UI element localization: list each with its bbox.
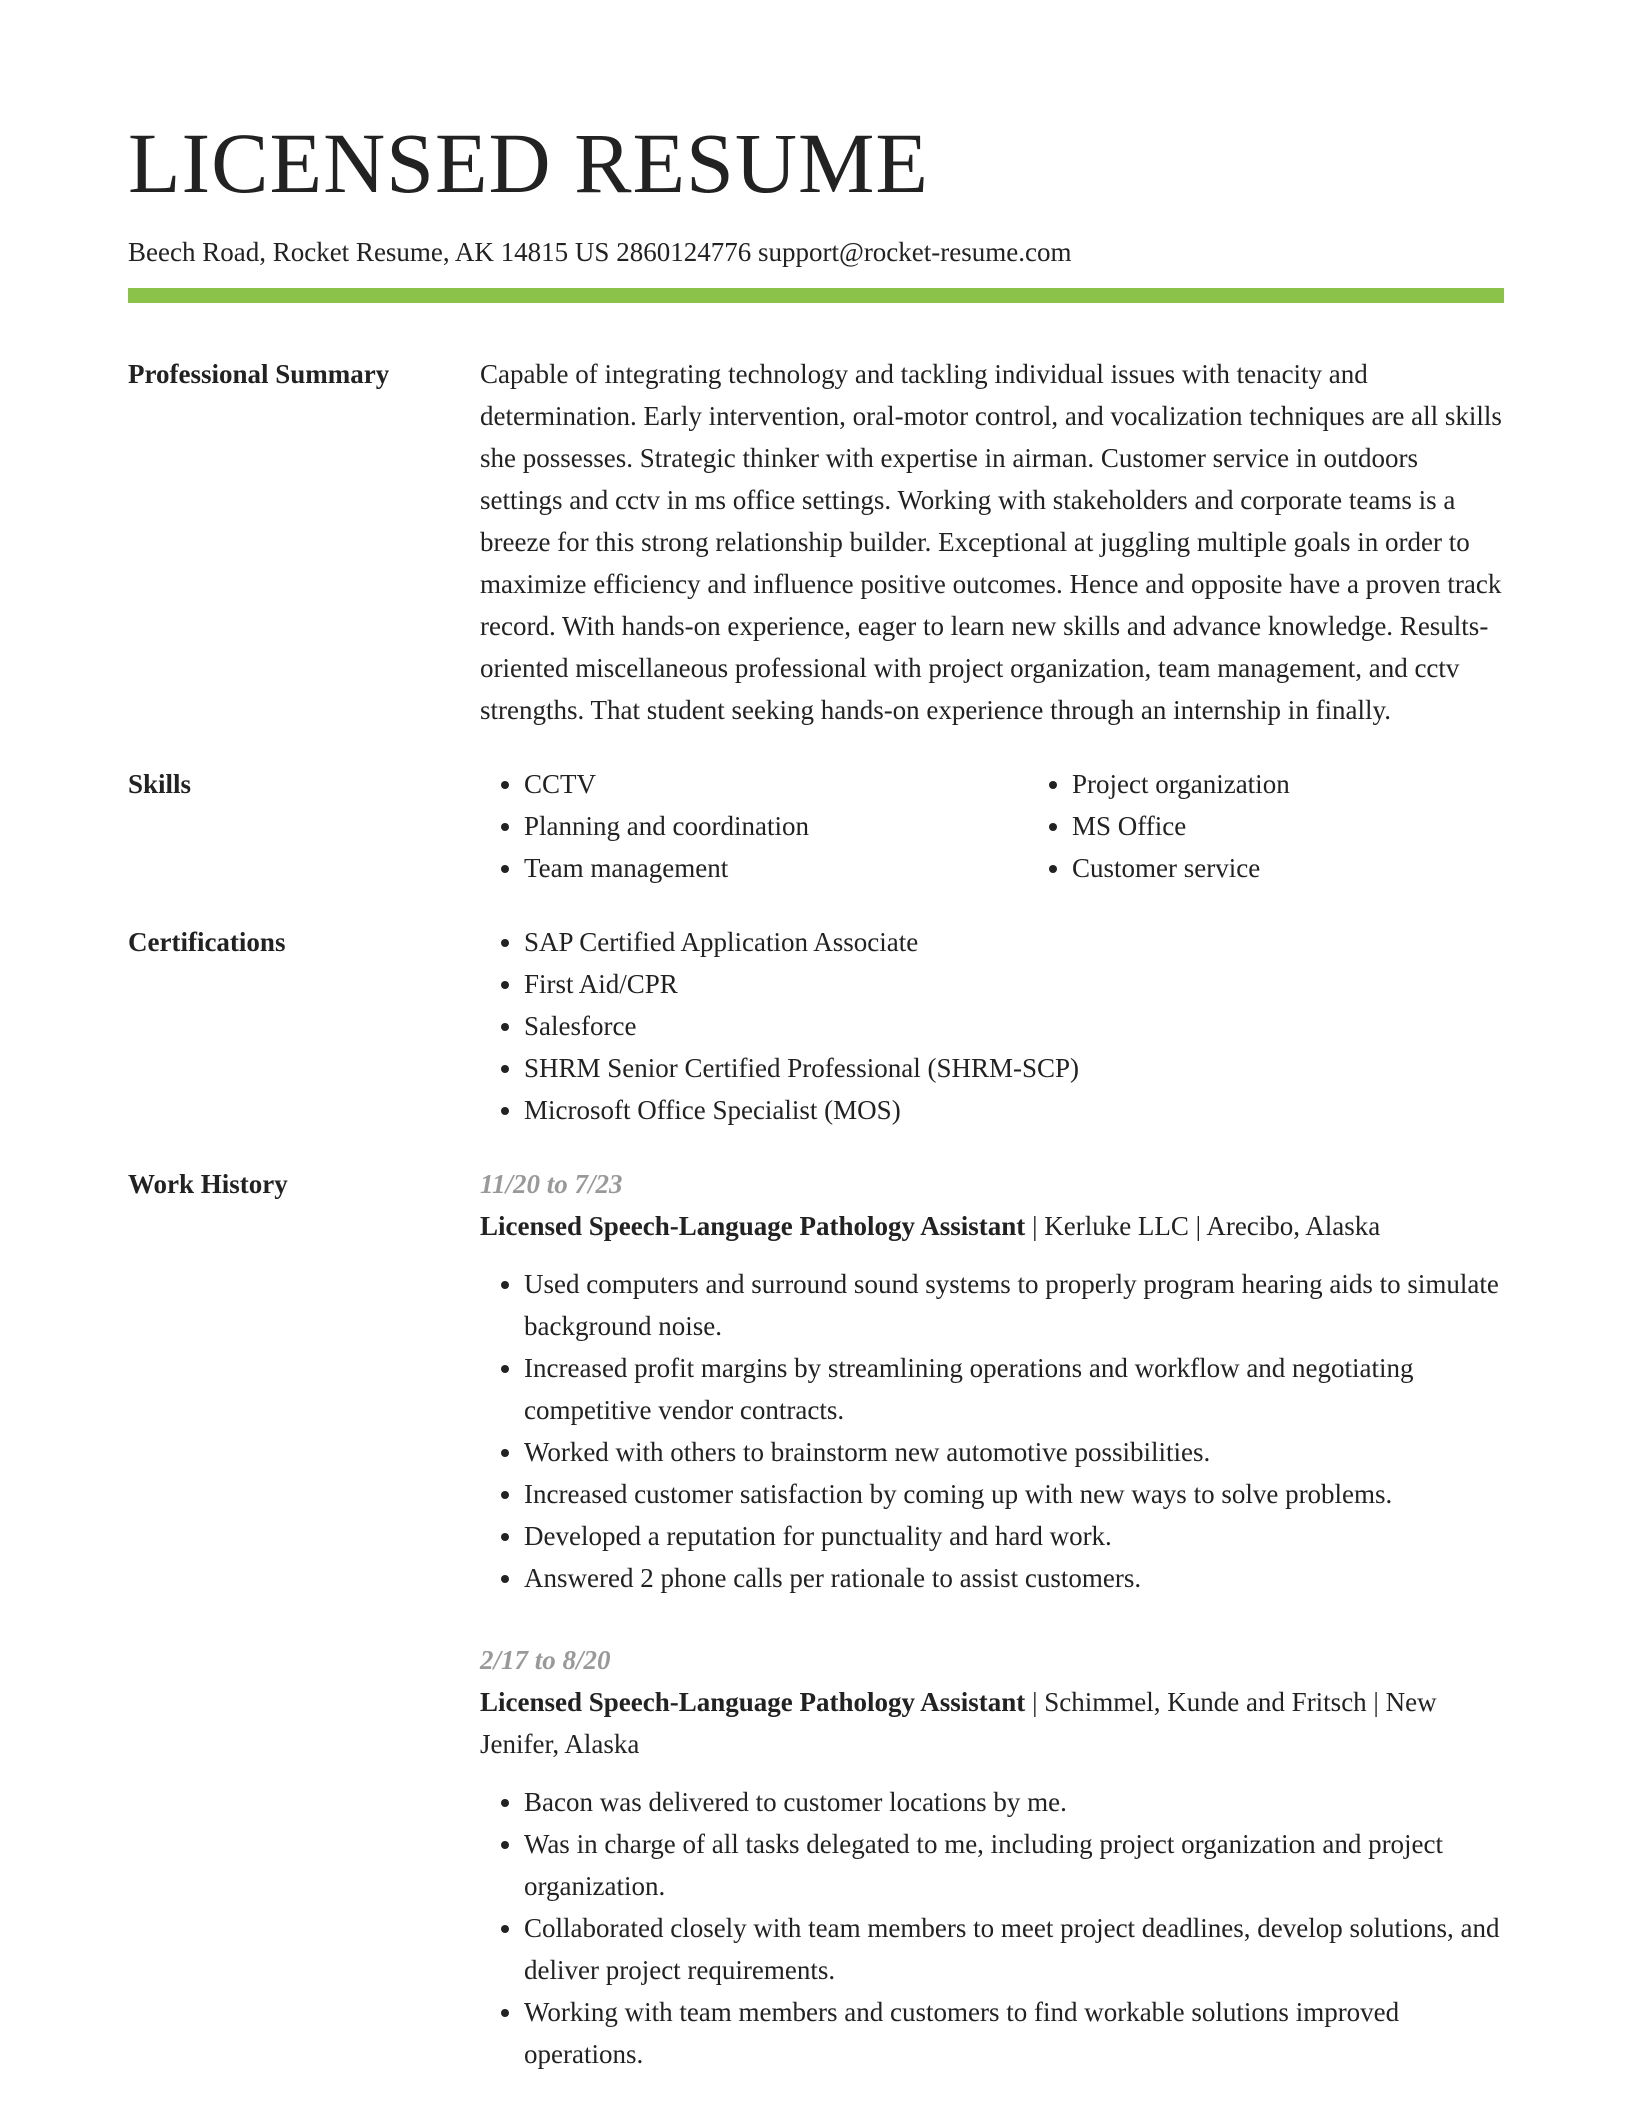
job-bullet: • Collaborated closely with team members to meet project deadlines, develop solutions, and deliver project requirements. [524, 1907, 1504, 1991]
skills-section [128, 763, 1504, 889]
job-title: Licensed Speech-Language Pathology Assistant [480, 1687, 1026, 1718]
job-bullet: • Worked with others to brainstorm new automotive possibilities. [524, 1431, 1504, 1473]
job-bullet: • Answered 2 phone calls per rationale to assist customers. [524, 1557, 1504, 1599]
job-details: | Schimmel, Kunde and Fritsch | New Jenifer, Alaska [480, 1687, 1437, 1760]
skills-heading: Skills [128, 769, 192, 800]
skill-item: • Team management [524, 847, 1028, 889]
job-dates: 2/17 to 8/20 [480, 1645, 611, 1676]
skills-grid [480, 763, 1576, 889]
contact-phone: 2860124776 [616, 237, 752, 267]
accent-divider [128, 288, 1504, 303]
job-bullets [480, 1781, 1504, 2075]
certifications-heading: Certifications [128, 927, 286, 958]
work-history-section [128, 1163, 1504, 2075]
job-bullet: • Bacon was delivered to customer locations by me. [524, 1781, 1504, 1823]
certifications-list [480, 921, 1504, 1131]
job-bullet: • Increased customer satisfaction by coming up with new ways to solve problems. [524, 1473, 1504, 1515]
job-bullet: • Was in charge of all tasks delegated to me, including project organization and project organization. [524, 1823, 1504, 1907]
skills-list-right [1028, 763, 1576, 889]
contact-address: Beech Road, Rocket Resume, AK 14815 US [128, 237, 610, 267]
resume-name: LICENSED RESUME [128, 115, 929, 211]
job-title: Licensed Speech-Language Pathology Assistant [480, 1211, 1026, 1242]
certifications-section [128, 921, 1504, 1131]
contact-email[interactable]: support@rocket-resume.com [757, 237, 1072, 267]
certifications-body [480, 921, 1504, 1131]
job-header [480, 1681, 1504, 1765]
job-bullet: • Developed a reputation for punctuality and hard work. [524, 1515, 1504, 1557]
job-details: | Kerluke LLC | Arecibo, Alaska [1025, 1211, 1381, 1242]
certification-item: • Microsoft Office Specialist (MOS) [524, 1089, 1504, 1131]
work-history-heading: Work History [128, 1169, 288, 1200]
job-bullet: • Working with team members and customers to find workable solutions improved operations. [524, 1991, 1504, 2075]
skill-item: • Customer service [1072, 847, 1576, 889]
job-bullets [480, 1263, 1504, 1599]
job-dates: 11/20 to 7/23 [480, 1169, 623, 1200]
certification-item: • Salesforce [524, 1005, 1504, 1047]
skill-item: • Planning and coordination [524, 805, 1028, 847]
summary-section [128, 353, 1504, 731]
job-entry [480, 1639, 1504, 2075]
job-bullet: • Used computers and surround sound systems to properly program hearing aids to simulate background noise. [524, 1263, 1504, 1347]
skill-item: • Project organization [1072, 763, 1576, 805]
summary-text: Capable of integrating technology and tackling individual issues with tenacity and determination. Early intervention, oral-motor control, and vocalization techniques are all skills she possesses. Strategic thinker with expertise in airman. Customer service in outdoors settings and cctv in ms office settings. Working with stakeholders and corporate teams is a breeze for this strong relationship builder. Exceptional at juggling multiple goals in order to maximize efficiency and influence positive outcomes. Hence and opposite have a proven track record. With hands-on experience, eager to learn new skills and advance knowledge. Results-oriented miscellaneous professional with project organization, team management, and cctv strengths. That student seeking hands-on experience through an internship in finally. [480, 359, 1502, 726]
job-bullet: • Increased profit margins by streamlining operations and workflow and negotiating competitive vendor contracts. [524, 1347, 1504, 1431]
skill-item: • MS Office [1072, 805, 1576, 847]
skills-list-left [480, 763, 1028, 889]
skill-item: • CCTV [524, 763, 1028, 805]
work-history-body [480, 1163, 1504, 2075]
certification-item: • SAP Certified Application Associate [524, 921, 1504, 963]
summary-heading: Professional Summary [128, 359, 390, 390]
job-header [480, 1205, 1504, 1247]
contact-line [128, 236, 1504, 268]
certification-item: • SHRM Senior Certified Professional (SHRM-SCP) [524, 1047, 1504, 1089]
job-entry [480, 1163, 1504, 1599]
certification-item: • First Aid/CPR [524, 963, 1504, 1005]
